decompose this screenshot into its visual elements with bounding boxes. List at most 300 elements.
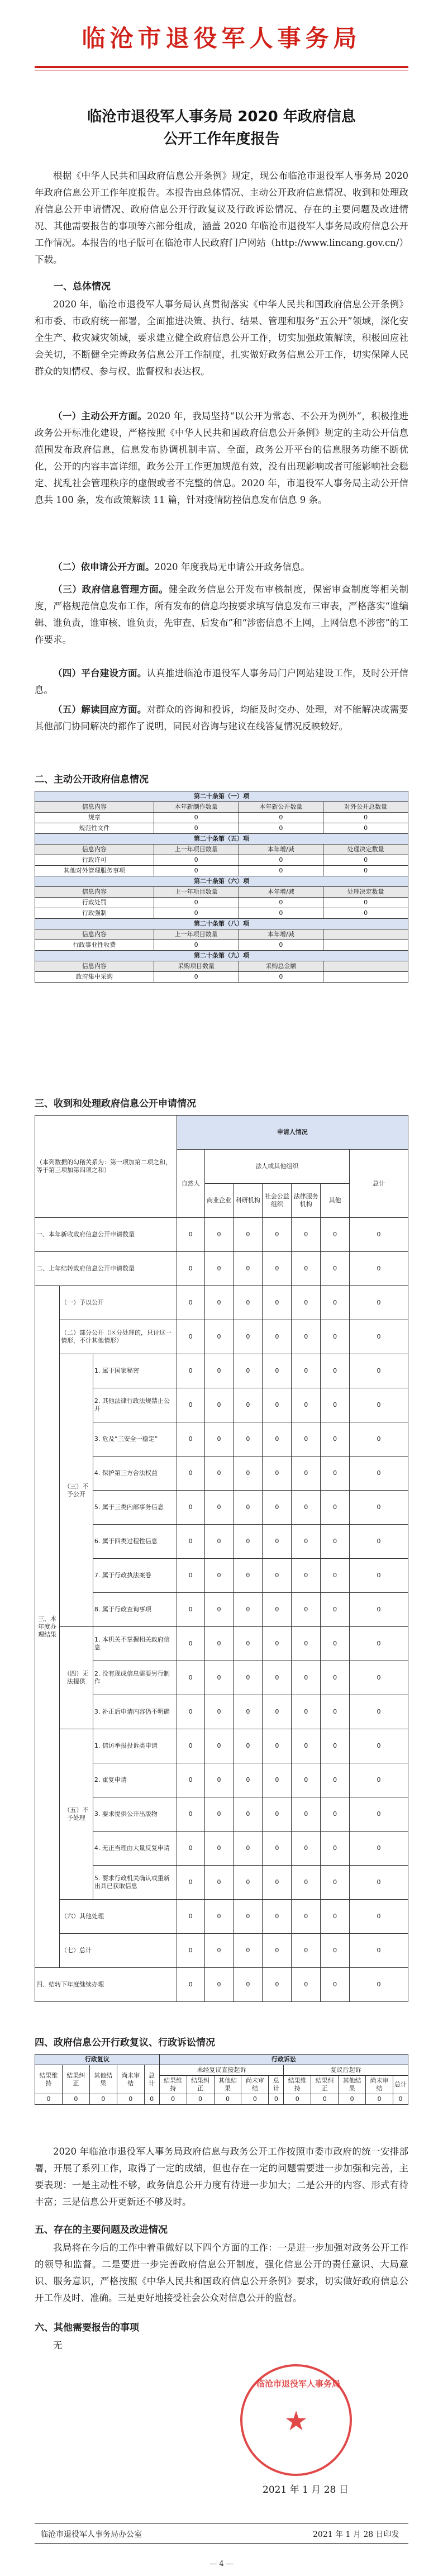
table-row [35, 908, 408, 919]
table-cell: 0 [177, 1729, 204, 1763]
table-cell: 0 [204, 1218, 234, 1252]
section1-heading: 一、总体情况 [54, 281, 111, 292]
table-cell: 0 [263, 1457, 292, 1491]
table-cell: 0 [321, 1832, 350, 1866]
table-cell: 0 [239, 972, 323, 983]
table-cell: （一）予以公开 [59, 1286, 177, 1320]
table-cell: 0 [321, 1491, 350, 1525]
table-cell: 0 [177, 1491, 204, 1525]
section4-paragraph: 2020 年临沧市退役军人事务局政府信息与政务公开工作按照市委市政府的统一安排部署，开展了系列工作，取得了一定的成绩，但也存在一定的问题需要进一步加强和完善，主要表现：一是主动性不够，政务信息公开力度有待进一步加大；二是公开的内容、形式有待丰富；三是信息公开更新还不够及时。 [35, 2146, 408, 2207]
table-cell: 0 [311, 2094, 339, 2105]
p2-label: （一）主动公开方面。 [53, 411, 147, 421]
table-cell: 0 [234, 1491, 263, 1525]
table-cell: 0 [321, 1559, 350, 1593]
table-cell: 0 [350, 1968, 408, 2002]
table-cell: 0 [204, 1968, 234, 2002]
table-cell: 0 [321, 1797, 350, 1832]
table-cell: 1. 本机关不掌握相关政府信息 [93, 1627, 177, 1661]
table-cell: 5. 属于三类内部事务信息 [93, 1491, 177, 1525]
table-cell: 0 [234, 1934, 263, 1968]
table-cell: 0 [117, 2094, 144, 2105]
p4-label: （三）政府信息管理方面。 [53, 584, 169, 595]
intro-paragraph: 根据《中华人民共和国政府信息公开条例》规定，现公布临沧市退役军人事务局 2020 年政府信息公开工作年度报告。本报告由总体情况、主动公开政府信息情况、收到和处理政府信息公开申请情况、政府信息公开行政复议及行政诉讼情况、存在的主要问题及改进情况、其他需要报告的事项等六部分组成，涵盖 2020 年临沧市退役军人事务局政府信息公开工作情况。本报告的电子版可在临沧市人民政府门户网站（http://www.lincang.gov.cn/）下载。 [35, 170, 408, 265]
table-cell: 0 [177, 1797, 204, 1832]
table-col-header: 结果维持 [284, 2076, 311, 2094]
table-cell: 0 [154, 972, 239, 983]
table-cell: 0 [263, 1593, 292, 1627]
table-row [35, 1218, 408, 1252]
after-review-header: 复议后起诉 [284, 2065, 408, 2076]
table-cell: 0 [177, 1934, 204, 1968]
table-cell: 0 [292, 1832, 321, 1866]
table-cell: 0 [239, 908, 323, 919]
table-col-header: 上一年项目数量 [154, 845, 239, 855]
table-cell: 0 [350, 1218, 408, 1252]
table-cell: 0 [263, 1661, 292, 1695]
official-seal [240, 2364, 352, 2476]
table-cell [323, 940, 408, 951]
table-cell: 0 [204, 1252, 234, 1286]
table-cell: 0 [321, 1900, 350, 1934]
table-cell: 0 [339, 2094, 366, 2105]
p6-label: （五）解读回应方面。 [53, 704, 147, 715]
table-cell: 0 [321, 1422, 350, 1457]
table-cell: 0 [350, 1900, 408, 1934]
section1-paragraph2 [35, 408, 408, 509]
table-col-header: 处理决定数量 [323, 845, 408, 855]
table-cell: 2. 重复申请 [93, 1763, 177, 1797]
table-col-header: 信息内容 [35, 802, 154, 813]
table-cell: 0 [350, 1388, 408, 1422]
table-cell: 0 [177, 1354, 204, 1388]
table-cell: 2. 其他法律行政法规禁止公开 [93, 1388, 177, 1422]
table-col-header: 采购项目数量 [154, 961, 239, 972]
table-cell: 0 [214, 2094, 241, 2105]
table-cell: 1. 属于国家秘密 [93, 1354, 177, 1388]
section6-heading: 六、其他需要报告的事项 [35, 2322, 139, 2333]
p3-label: （二）依申请公开方面。 [53, 562, 155, 572]
table-row [35, 940, 408, 951]
table-cell: 三、本年度办理结果 [35, 1286, 60, 1968]
natural-person-header: 自然人 [177, 1150, 204, 1218]
table-col-header [323, 961, 408, 972]
table-cell: 0 [234, 1797, 263, 1832]
table-cell: （二）部分公开（区分处理的，只计这一情形，不计其他情形） [59, 1320, 177, 1354]
table-cell: 0 [263, 1729, 292, 1763]
table-col-header: 信息内容 [35, 929, 154, 940]
table-cell: 0 [62, 2094, 89, 2105]
table-cell: 0 [350, 1559, 408, 1593]
table-cell: 0 [144, 2094, 159, 2105]
table-section-header: 第二十条第（八）项 [35, 919, 408, 929]
table-col-header: 社会公益组织 [263, 1184, 292, 1218]
table-cell: 0 [292, 1695, 321, 1729]
table-cell: 0 [321, 1320, 350, 1354]
table-cell: 0 [350, 1832, 408, 1866]
table-cell: 0 [350, 1354, 408, 1388]
table-cell: 0 [350, 1320, 408, 1354]
table-row [35, 813, 408, 823]
table-col-header: 结果纠正 [311, 2076, 339, 2094]
table-cell: 0 [263, 1900, 292, 1934]
table-section-header: 第二十条第（一）项 [35, 791, 408, 802]
review-header: 行政复议 [35, 2055, 160, 2065]
table-cell: 8. 属于行政查询事项 [93, 1593, 177, 1627]
table-col-header: 对外公开总数量 [323, 802, 408, 813]
table-col-header: 尚未审结 [241, 2076, 269, 2094]
table-cell: 0 [292, 1320, 321, 1354]
table-cell: 6. 属于四类过程性信息 [93, 1525, 177, 1559]
table-cell: 0 [204, 1695, 234, 1729]
review-litigation-table [35, 2054, 408, 2105]
table-cell: 0 [177, 1866, 204, 1900]
table-cell: 0 [204, 1422, 234, 1457]
table-cell: 0 [321, 1593, 350, 1627]
table-cell: 0 [321, 1354, 350, 1388]
table-col-header: 上一年项目数量 [154, 929, 239, 940]
red-header [0, 0, 443, 73]
table-cell: 0 [234, 1320, 263, 1354]
section1-paragraph3 [35, 559, 408, 576]
table-col-header: 本年增/减 [239, 845, 323, 855]
table-cell: 0 [350, 1457, 408, 1491]
table-row [35, 1252, 408, 1286]
table-cell: 0 [234, 1252, 263, 1286]
table-cell: 0 [239, 813, 323, 823]
table-cell: 0 [263, 1797, 292, 1832]
table-cell: 0 [263, 1763, 292, 1797]
table-cell: 0 [323, 823, 408, 834]
section1-paragraph4 [35, 581, 408, 648]
table-row [35, 898, 408, 908]
table-row [35, 1934, 408, 1968]
report-title-line1: 临沧市退役军人事务局 2020 年政府信息 [87, 108, 356, 125]
table-col-header [323, 929, 408, 940]
section2-heading: 二、主动公开政府信息情况 [35, 774, 149, 785]
table-cell: 0 [321, 1866, 350, 1900]
table-cell: 0 [234, 1354, 263, 1388]
table-cell: 0 [234, 1866, 263, 1900]
table-cell: 0 [35, 2094, 63, 2105]
table-cell: 0 [366, 2094, 393, 2105]
table-cell: 0 [234, 1593, 263, 1627]
table-cell: （六）其他处理 [59, 1900, 177, 1934]
table-cell: 4. 保护第三方合法权益 [93, 1457, 177, 1491]
table-cell: 0 [321, 1457, 350, 1491]
table-cell: 0 [263, 1934, 292, 1968]
table-cell: 0 [154, 908, 239, 919]
table-cell: 0 [263, 1559, 292, 1593]
section1-paragraph1: 2020 年，临沧市退役军人事务局认真贯彻落实《中华人民共和国政府信息公开条例》和市委、市政府统一部署，全面推进决策、执行、结果、管理和服务“五公开”领域，深化安全生产、救灾减灾领域，要求建立健全政府信息公开工作，切实加强政策解读，积极回应社会关切，不断健全完善政务信息公开工作制度，扎实做好政务信息公开工作，切实保障人民群众的知情权、参与权、监督权和表达权。 [35, 299, 408, 377]
agency-title: 临沧市退役军人事务局 [82, 25, 361, 52]
table-cell: 0 [321, 1934, 350, 1968]
table-cell: 0 [321, 1729, 350, 1763]
table-row [35, 1968, 408, 2002]
table-cell: 0 [204, 1286, 234, 1320]
table-cell: 0 [292, 1934, 321, 1968]
table-col-header: 其他结果 [214, 2076, 241, 2094]
table-col-header: 总计 [393, 2076, 408, 2094]
table-cell: 5. 要求行政机关确认或重新出具已获取信息 [93, 1866, 177, 1900]
table-cell: 0 [234, 1218, 263, 1252]
table-cell: 0 [177, 1832, 204, 1866]
table-cell: 0 [204, 1559, 234, 1593]
table-col-header: 结果维持 [159, 2076, 187, 2094]
table-cell: 规范性文件 [35, 823, 154, 834]
table-cell: 0 [292, 1388, 321, 1422]
table-cell: 政府集中采购 [35, 972, 154, 983]
table-cell: 0 [177, 1900, 204, 1934]
table-cell: 0 [263, 1525, 292, 1559]
table-cell: 0 [321, 1661, 350, 1695]
table-cell: 0 [239, 866, 323, 876]
table-cell: 0 [292, 1252, 321, 1286]
table-cell: 0 [350, 1661, 408, 1695]
table-cell: 0 [204, 1661, 234, 1695]
table-cell: 0 [239, 940, 323, 951]
table-cell: 0 [177, 1286, 204, 1320]
table-cell: 0 [321, 1286, 350, 1320]
table-col-header: 信息内容 [35, 961, 154, 972]
table-cell: 行政强制 [35, 908, 154, 919]
table-cell: 0 [204, 1457, 234, 1491]
table-col-header: 信息内容 [35, 887, 154, 898]
direct-suit-header: 未经复议直接起诉 [159, 2065, 284, 2076]
p3-text: 2020 年度我局无申请公开政务信息。 [154, 562, 310, 572]
table-cell: 0 [239, 898, 323, 908]
table-row [35, 1900, 408, 1934]
table-cell: 0 [350, 1695, 408, 1729]
table-cell: 0 [239, 855, 323, 866]
table-cell: 0 [350, 1422, 408, 1457]
table-section-header: 第二十条第（六）项 [35, 876, 408, 887]
table-cell: 0 [350, 1934, 408, 1968]
table-cell: 0 [321, 1525, 350, 1559]
table-cell: 0 [323, 813, 408, 823]
table-row [35, 823, 408, 834]
table-col-header: 其他结果 [339, 2076, 366, 2094]
table-cell: 0 [323, 898, 408, 908]
table-cell: 0 [187, 2094, 214, 2105]
table-col-header: 信息内容 [35, 845, 154, 855]
section1-paragraph6 [35, 701, 408, 735]
table-cell: 一、本年新收政府信息公开申请数量 [35, 1218, 177, 1252]
table-cell: 0 [177, 1593, 204, 1627]
table-cell: 0 [350, 1797, 408, 1832]
table-cell: 0 [234, 1763, 263, 1797]
table-cell: 0 [263, 1695, 292, 1729]
report-title-line2: 公开工作年度报告 [163, 131, 280, 148]
sign-date: 2021 年 1 月 28 日 [263, 2484, 349, 2496]
table-cell: 0 [321, 1252, 350, 1286]
table-cell: 0 [350, 1627, 408, 1661]
table-cell: 0 [292, 1286, 321, 1320]
table-cell: 0 [350, 1763, 408, 1797]
table-cell: 0 [234, 1900, 263, 1934]
table-cell: 0 [350, 1729, 408, 1763]
table-cell: 0 [292, 1422, 321, 1457]
red-divider [35, 66, 408, 68]
table-cell: 0 [269, 2094, 284, 2105]
table-cell: 0 [154, 898, 239, 908]
section4-heading: 四、政府信息公开行政复议、行政诉讼情况 [35, 2037, 215, 2048]
table-cell: 0 [154, 866, 239, 876]
table-cell: 3. 危及“三安全一稳定” [93, 1422, 177, 1457]
table-cell: 0 [177, 1218, 204, 1252]
table-cell: 0 [204, 1866, 234, 1900]
table-cell: 0 [350, 1252, 408, 1286]
table-cell: 0 [177, 1661, 204, 1695]
table-cell: 0 [234, 1627, 263, 1661]
table-cell: 0 [263, 1491, 292, 1525]
table-cell: 0 [263, 1866, 292, 1900]
table-cell: 0 [292, 1627, 321, 1661]
table-cell: 0 [234, 1525, 263, 1559]
table-col-header: 其他结果 [89, 2065, 117, 2094]
table-cell: 0 [350, 1525, 408, 1559]
table-cell: 0 [177, 1388, 204, 1422]
table-cell: 0 [204, 1729, 234, 1763]
table-cell: 3. 补正后申请内容仍不明确 [93, 1695, 177, 1729]
table-cell: 0 [292, 1763, 321, 1797]
table-cell: 0 [292, 1661, 321, 1695]
table-cell: 0 [159, 2094, 187, 2105]
table-cell: （四）无法提供 [59, 1627, 93, 1729]
table-cell: 0 [350, 1491, 408, 1525]
table-cell: 0 [323, 855, 408, 866]
application-table [35, 1115, 408, 2002]
table-cell: 规章 [35, 813, 154, 823]
section6-paragraph: 无 [53, 2340, 63, 2351]
table-col-header: 科研机构 [234, 1184, 263, 1218]
table-cell: 0 [350, 1866, 408, 1900]
table-cell: 0 [204, 1491, 234, 1525]
table-cell: 0 [177, 1457, 204, 1491]
section3-heading: 三、收到和处理政府信息公开申请情况 [35, 1098, 196, 1109]
table-cell: 0 [204, 1593, 234, 1627]
table-cell: 0 [234, 1729, 263, 1763]
table-cell: 0 [177, 1695, 204, 1729]
table-cell: 0 [234, 1388, 263, 1422]
table-col-header: 本年新公开数量 [239, 802, 323, 813]
table-corner-note: （本列数据的勾稽关系为：第一项加第二项之和，等于第三项加第四项之和） [35, 1116, 177, 1218]
table-cell [323, 972, 408, 983]
table-cell: 0 [177, 1968, 204, 2002]
table-cell: 0 [177, 1320, 204, 1354]
table-cell: 0 [292, 1218, 321, 1252]
proactive-disclosure-table [35, 791, 408, 983]
table-cell: 0 [292, 1457, 321, 1491]
table-col-header: 结果纠正 [62, 2065, 89, 2094]
table-row [35, 972, 408, 983]
section5-paragraph: 我局将在今后的工作中着重做好以下四个方面的工作：一是进一步加强对政务公开工作的领导和监督。二是要进一步完善政府信息公开制度，强化信息公开的责任意识、大局意识、服务意识，严格按照《中华人民共和国政府信息公开条例》要求，切实做好政府信息公开工作及时、准确。三是更好地接受社会公众对信息公开的监督。 [35, 2242, 408, 2303]
table-cell: 0 [263, 1832, 292, 1866]
table-cell: 0 [263, 1320, 292, 1354]
table-cell: 0 [263, 1354, 292, 1388]
table-cell: 行政许可 [35, 855, 154, 866]
table-cell: 0 [154, 813, 239, 823]
table-cell: 0 [204, 1832, 234, 1866]
table-cell: 0 [177, 1627, 204, 1661]
table-cell: 0 [154, 823, 239, 834]
table-cell: 0 [263, 1252, 292, 1286]
table-cell: 0 [239, 823, 323, 834]
table-cell: 0 [321, 1218, 350, 1252]
table-cell: 0 [321, 1627, 350, 1661]
table-cell: 1. 信访举报投诉类申请 [93, 1729, 177, 1763]
table-cell: 0 [292, 1559, 321, 1593]
table-col-header: 尚未审结 [117, 2065, 144, 2094]
table-row [35, 855, 408, 866]
table-cell: 0 [323, 866, 408, 876]
table-cell: 0 [323, 908, 408, 919]
table-cell: 0 [292, 1968, 321, 2002]
table-cell: 二、上年结转政府信息公开申请数量 [35, 1252, 177, 1286]
table-cell: 0 [321, 1695, 350, 1729]
table-col-header: 商业企业 [204, 1184, 234, 1218]
table-cell: 0 [204, 1388, 234, 1422]
table-cell: 0 [204, 1525, 234, 1559]
table-cell: 行政事业性收费 [35, 940, 154, 951]
p6-text: 对群众的咨询和投诉，均能及时交办、处理，对不能解决或需要其他部门协同解决的都作了说明，同民对咨询与建议在线答复情况反映较好。 [35, 704, 409, 732]
table-cell: 0 [234, 1695, 263, 1729]
table-row [35, 1286, 408, 1320]
table-cell: 0 [234, 1422, 263, 1457]
table-col-header: 上一年项目数量 [154, 887, 239, 898]
footer-divider-bottom [35, 2543, 408, 2544]
table-col-header: 本年增/减 [239, 887, 323, 898]
table-cell: 0 [204, 1797, 234, 1832]
table-cell: 0 [263, 1422, 292, 1457]
seal-text: 临沧市退役军人事务局 [256, 2379, 340, 2389]
table-row [35, 2094, 408, 2105]
applicant-header: 申请人情况 [177, 1116, 408, 1150]
table-cell: （五）不予处理 [59, 1729, 93, 1900]
footer-divider-top [35, 2523, 408, 2524]
p5-text: 认真推进临沧市退役军人事务局门户网站建设工作，及时公开信息。 [35, 668, 409, 695]
table-cell: 0 [234, 1832, 263, 1866]
table-cell: 0 [154, 855, 239, 866]
table-row [35, 1354, 408, 1388]
table-cell: 0 [263, 1388, 292, 1422]
table-cell: 0 [292, 1797, 321, 1832]
table-col-header: 法律服务机构 [292, 1184, 321, 1218]
table-cell: 0 [154, 940, 239, 951]
table-col-header: 结果纠正 [187, 2076, 214, 2094]
table-col-header: 其他 [321, 1184, 350, 1218]
table-cell: 0 [393, 2094, 408, 2105]
table-cell: 0 [89, 2094, 117, 2105]
table-col-header: 处理决定数量 [323, 887, 408, 898]
table-cell: 0 [292, 1354, 321, 1388]
table-row [35, 1320, 408, 1354]
table-col-header: 总计 [269, 2076, 284, 2094]
table-cell: 0 [292, 1866, 321, 1900]
table-cell: 0 [321, 1968, 350, 2002]
table-cell: 行政处罚 [35, 898, 154, 908]
page-number: — 4 — [209, 2560, 234, 2568]
table-cell: 0 [234, 1968, 263, 2002]
section1-paragraph5 [35, 665, 408, 699]
table-cell: 其他对外管理服务事项 [35, 866, 154, 876]
p2-text: 2020 年，我局坚持“以公开为常态、不公开为例外”，积极推进政务公开标准化建设，严格按照《中华人民共和国政府信息公开条例》规定的主动公开信息范围发布政府信息，信息发布协调机制丰富、全面，政务公开平台的信息服务功能不断优化，公开的内容丰富详细，政务公开工作更加规范有效，没有出现影响或者可能影响社会稳定、扰乱社会管理秩序的虚假或者不完整的信息。2020 年，市退役军人事务局主动公开信息共 100 条，发布政策解读 11 篇，针对疫情防控信息发布信息 9 条。 [35, 411, 409, 505]
table-cell: 0 [284, 2094, 311, 2105]
table-cell: 0 [292, 1900, 321, 1934]
table-cell: 0 [204, 1934, 234, 1968]
table-cell: 0 [234, 1457, 263, 1491]
table-cell: 0 [204, 1354, 234, 1388]
table-col-header: 本年新制作数量 [154, 802, 239, 813]
